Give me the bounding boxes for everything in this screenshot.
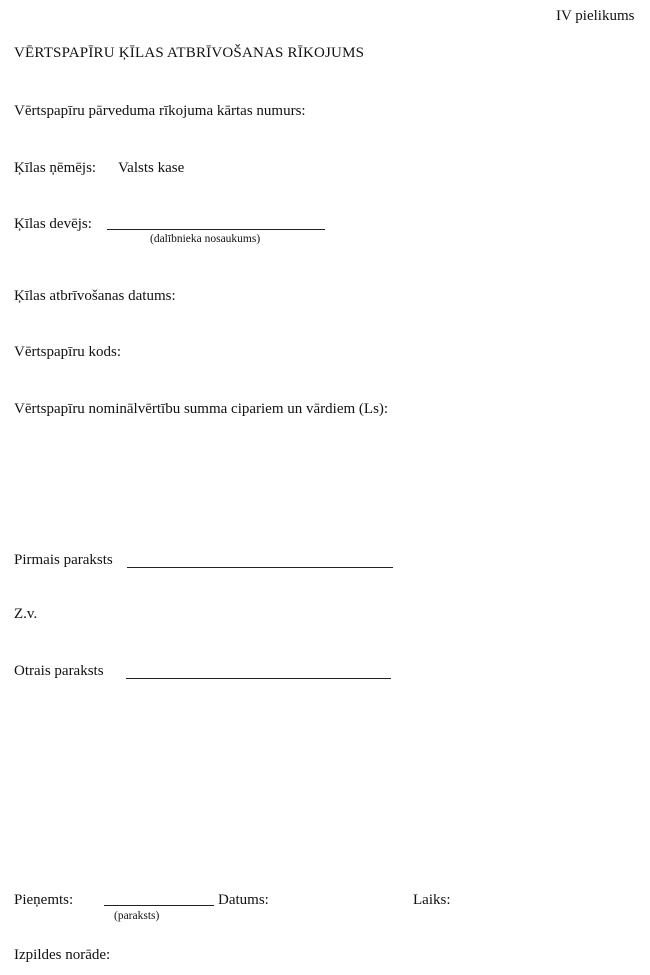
stamp-label: Z.v. [14,606,38,622]
accepted-signature-caption: (paraksts) [114,910,160,922]
execution-note-label: Izpildes norāde: [14,947,111,963]
first-signature-label: Pirmais paraksts [14,552,113,568]
pledgee-value: Valsts kase [118,160,185,176]
time-label: Laiks: [413,892,451,908]
accepted-label: Pieņemts: [14,892,74,908]
pledgor-caption: (dalībnieka nosaukums) [150,233,261,245]
first-signature-line [127,567,393,568]
second-signature-label: Otrais paraksts [14,663,104,679]
pledgor-signature-line [107,229,325,230]
accepted-signature-line [104,905,214,906]
release-date-label: Ķīlas atbrīvošanas datums: [14,288,176,304]
annex-label: IV pielikums [556,8,635,24]
nominal-sum-label: Vērtspapīru nominālvērtību summa cipariem un vārdiem (Ls): [14,401,389,417]
pledgor-label: Ķīlas devējs: [14,216,92,232]
securities-code-label: Vērtspapīru kods: [14,344,122,360]
pledgee-label: Ķīlas ņēmējs: [14,160,97,176]
order-number-label: Vērtspapīru pārveduma rīkojuma kārtas numurs: [14,103,306,119]
date-label: Datums: [218,892,269,908]
document-title: VĒRTSPAPĪRU ĶĪLAS ATBRĪVOŠANAS RĪKOJUMS [14,45,365,61]
second-signature-line [126,678,391,679]
